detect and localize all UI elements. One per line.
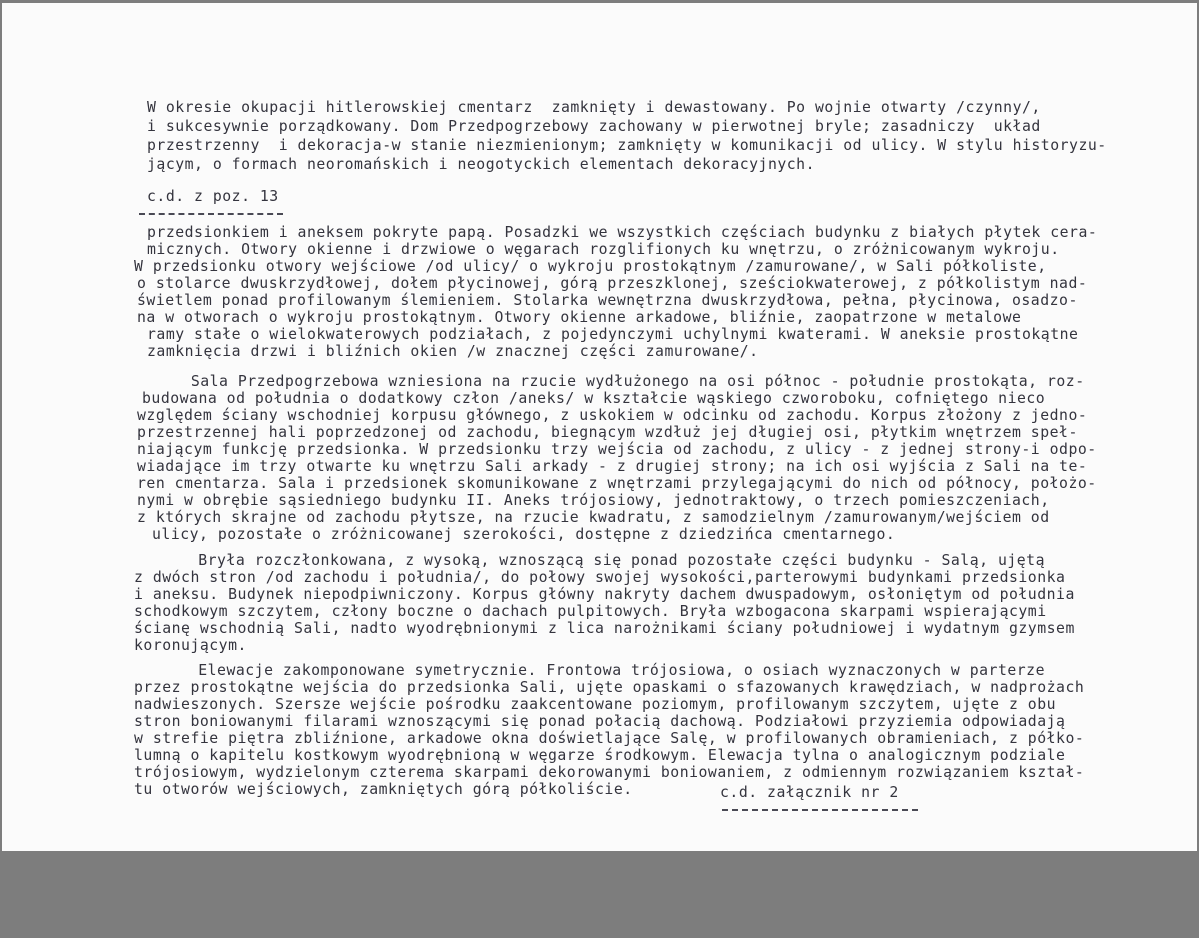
text-line: lumną o kapitelu kostkowym wyodrębnioną w węgarze środkowym. Elewacja tylna o analogicznym podziale <box>134 747 1066 764</box>
continuation-header: c.d. z poz. 13 <box>147 188 279 205</box>
text-line: W przedsionku otwory wejściowe /od ulicy/ o wykroju prostokątnym /zamurowane/, w Sali półkoliste, <box>134 258 1047 275</box>
text-line: nadwieszonych. Szersze wejście pośrodku zaakcentowane poziomym, profilowanym szczytem, ujęte z obu <box>134 696 1057 713</box>
text-line: o stolarce dwuskrzydłowej, dołem płycinowej, górą przeszklonej, sześciokwaterowej, z półkolistym nad- <box>137 275 1088 292</box>
text-line: Sala Przedpogrzebowa wzniesiona na rzucie wydłużonego na osi północ - południe prostokąta, roz- <box>172 373 1085 390</box>
header-underline <box>139 213 283 215</box>
text-line: ren cmentarza. Sala i przedsionek skomunikowane z wnętrzami przylegającymi do nich od północy, położo- <box>137 475 1097 492</box>
text-line: z dwóch stron /od zachodu i południa/, do połowy swojej wysokości,parterowymi budynkami przedsionka <box>134 569 1066 586</box>
text-line: micznych. Otwory okienne i drzwiowe o węgarach rozglifionych ku wnętrzu, o zróżnicowanym wykroju. <box>147 241 1060 258</box>
text-line: zamknięcia drzwi i bliźnich okien /w znacznej części zamurowane/. <box>147 343 759 360</box>
text-line: schodkowym szczytem, człony boczne o dachach pulpitowych. Bryła wzbogacona skarpami wspierającymi <box>134 603 1047 620</box>
text-line: i sukcesywnie porządkowany. Dom Przedpogrzebowy zachowany w pierwotnej bryle; zasadniczy układ <box>147 118 1041 135</box>
text-line: świetlem ponad profilowanym ślemieniem. Stolarka wewnętrzna dwuskrzydłowa, pełna, płycinowa, osadzo- <box>137 292 1078 309</box>
text-line: na w otworach o wykroju prostokątnym. Otwory okienne arkadowe, bliźnie, zaopatrzone w metalowe <box>137 309 1022 326</box>
text-line: W okresie okupacji hitlerowskiej cmentarz zamknięty i dewastowany. Po wojnie otwarty /czynny/, <box>147 99 1041 116</box>
text-line: z których skrajne od zachodu płytsze, na rzucie kwadratu, z samodzielnym /zamurowanym/wejściem od <box>137 509 1050 526</box>
text-line: jącym, o formach neoromańskich i neogotyckich elementach dekoracyjnych. <box>147 156 816 173</box>
text-line: koronującym. <box>134 637 247 654</box>
text-line: nymi w obrębie sąsiedniego budynku II. Aneks trójosiowy, jednotraktowy, o trzech pomieszczeniach, <box>137 492 1050 509</box>
text-line: budowana od południa o dodatkowy człon /aneks/ w kształcie wąskiego czworoboku, cofniętego nieco <box>142 390 1046 407</box>
text-line: względem ściany wschodniej korpusu głównego, z uskokiem w odcinku od zachodu. Korpus złożony z jedno- <box>137 407 1088 424</box>
continuation-footer: c.d. załącznik nr 2 <box>720 784 899 801</box>
text-line: Bryła rozczłonkowana, z wysoką, wznoszącą się ponad pozostałe części budynku - Salą, ujętą <box>170 552 1045 569</box>
text-line: trójosiowym, wydzielonym czterema skarpami dekorowanymi boniowaniem, z odmiennym rozwiązaniem kształ- <box>134 764 1085 781</box>
text-line: ulicy, pozostałe o zróżnicowanej szerokości, dostępne z dziedzińca cmentarnego. <box>152 526 896 543</box>
text-line: w strefie piętra zbliźnione, arkadowe okna doświetlające Salę, w profilowanych obramieniach, z półko- <box>134 730 1085 747</box>
text-line: stron boniowanymi filarami wznoszącymi się ponad połacią dachową. Podziałowi przyziemia odpowiadają <box>134 713 1066 730</box>
text-line: przestrzennej hali poprzedzonej od zachodu, biegnącym wzdłuż jej długiej osi, płytkim wnętrzem speł- <box>137 424 1078 441</box>
text-line: ramy stałe o wielokwaterowych podziałach, z pojedynczymi uchylnymi kwaterami. W aneksie prostokątne <box>147 326 1079 343</box>
text-line: tu otworów wejściowych, zamkniętych górą półkoliście. <box>134 781 633 798</box>
footer-underline <box>722 809 918 811</box>
document-page <box>2 3 1197 851</box>
typewritten-text <box>2 3 1107 938</box>
text-line: niającym funkcję przedsionka. W przedsionku trzy wejścia od zachodu, z ulicy - z jednej strony-i odpo- <box>137 441 1097 458</box>
text-line: przestrzenny i dekoracja-w stanie niezmienionym; zamknięty w komunikacji od ulicy. W stylu historyzu- <box>147 137 1107 154</box>
text-line: przez prostokątne wejścia do przedsionka Sali, ujęte opaskami o sfazowanych krawędziach, w nadprożach <box>134 679 1085 696</box>
text-line: ścianę wschodnią Sali, nadto wyodrębnionymi z lica narożnikami ściany południowej i wydatnym gzymsem <box>134 620 1075 637</box>
text-line: przedsionkiem i aneksem pokryte papą. Posadzki we wszystkich częściach budynku z białych płytek cera- <box>147 224 1098 241</box>
text-line: i aneksu. Budynek niepodpiwniczony. Korpus główny nakryty dachem dwuspadowym, osłoniętym od południa <box>134 586 1075 603</box>
text-line: wiadające im trzy otwarte ku wnętrzu Sali arkady - z drugiej strony; na ich osi wyjścia z Sali na te- <box>137 458 1088 475</box>
text-line: Elewacje zakomponowane symetrycznie. Frontowa trójosiowa, o osiach wyznaczonych w parterze <box>170 662 1045 679</box>
